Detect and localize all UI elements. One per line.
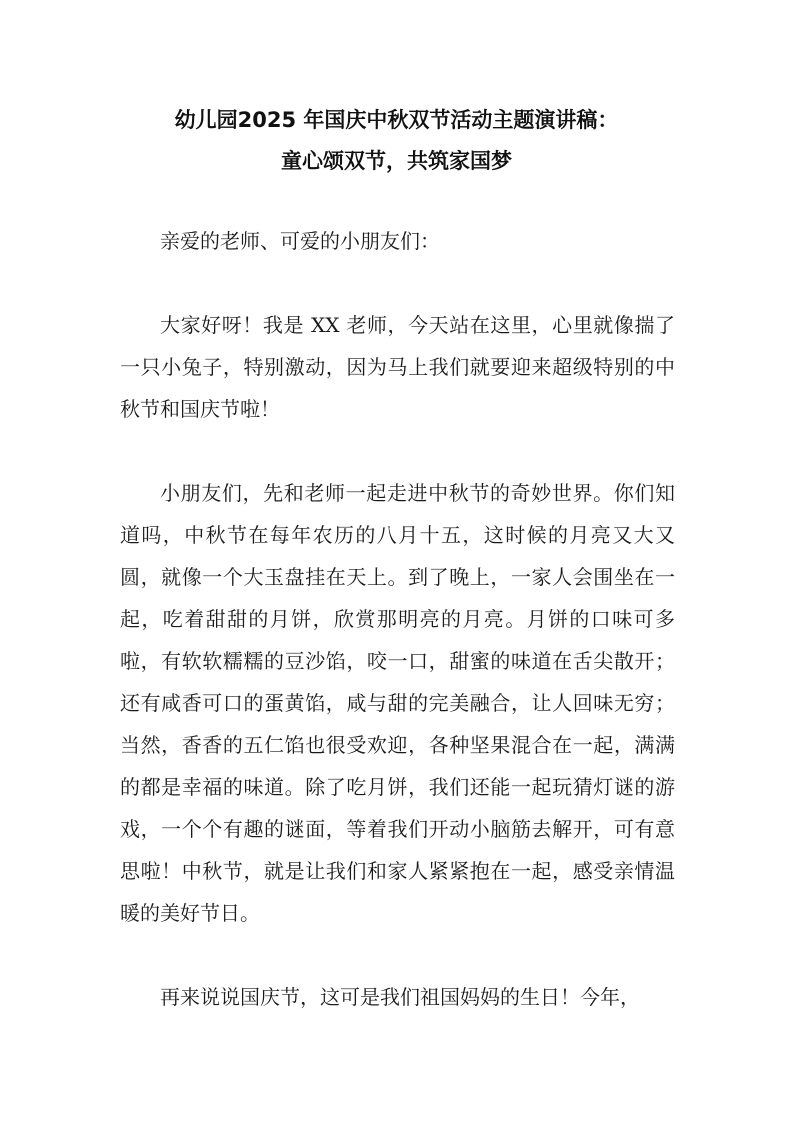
national-day-paragraph: 再来说说国庆节，这可是我们祖国妈妈的生日！今年， <box>160 985 640 1009</box>
document-body <box>120 220 675 1060</box>
document-title-line-2: 童心颂双节，共筑家国梦 <box>281 149 512 173</box>
mid-autumn-paragraph: 小朋友们，先和老师一起走进中秋节的奇妙世界。你们知道吗，中秋节在每年农历的八月十五，这时候的月亮又大又圆，就像一个大玉盘挂在天上。到了晚上，一家人会围坐在一起，吃着甜甜的月饼，欣赏那明亮的月亮。月饼的口味可多啦，有软软糯糯的豆沙馅，咬一口，甜蜜的味道在舌尖散开；还有咸香可口的蛋黄馅，咸与甜的完美融合，让人回味无穷；当然，香香的五仁馅也很受欢迎，各种坚果混合在一起，满满的都是幸福的味道。除了吃月饼，我们还能一起玩猜灯谜的游戏，一个个有趣的谜面，等着我们开动小脑筋去解开，可有意思啦！中秋节，就是让我们和家人紧紧抱在一起，感受亲情温暖的美好节日。 <box>120 481 675 925</box>
greeting-paragraph: 亲爱的老师、可爱的小朋友们： <box>160 229 440 253</box>
document-title-line-1: 幼儿园2025 年国庆中秋双节活动主题演讲稿： <box>174 108 619 132</box>
intro-paragraph: 大家好呀！我是 XX 老师，今天站在这里，心里就像揣了一只小兔子，特别激动，因为马上我们就要迎来超级特别的中秋节和国庆节啦！ <box>120 313 675 421</box>
